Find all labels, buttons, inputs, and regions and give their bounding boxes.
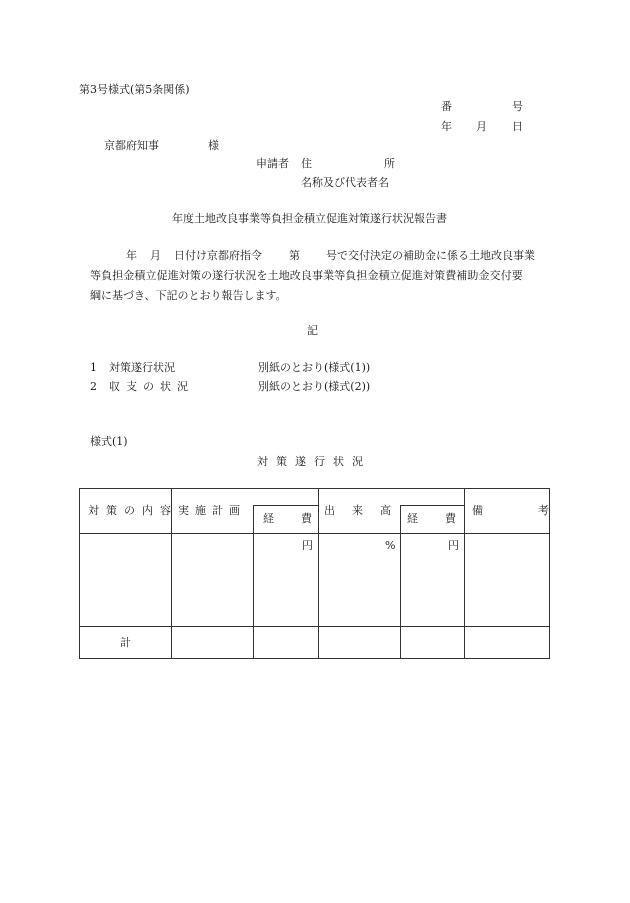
body-line2: 等負担金積立促進対策の遂行状況を土地改良事業等負担金積立促進対策費補助金交付要 <box>90 269 523 282</box>
header-content: 対策の内容 <box>88 504 178 517</box>
applicant-address-label-2: 所 <box>384 157 395 170</box>
report-title: 年度土地改良事業等負担金積立促進対策遂行状況報告書 <box>172 212 447 225</box>
form-number: 第3号様式(第5条関係) <box>79 83 190 96</box>
unit-yen-plan: 円 <box>302 539 313 552</box>
body-part1: 日付け京都府指令 <box>174 249 262 262</box>
header-plan: 実施計画 <box>178 504 246 517</box>
item-2-label: 収支の状況 <box>109 380 194 393</box>
body-month: 月 <box>150 249 161 262</box>
progress-table <box>79 488 604 659</box>
date-month-label: 月 <box>476 120 487 133</box>
body-year: 年 <box>126 249 137 262</box>
applicant-address-label-1: 住 <box>301 157 312 170</box>
item-1-number: 1 <box>90 361 97 374</box>
body-part2: 号で交付決定の補助金に係る土地改良事業 <box>326 249 535 262</box>
total-label: 計 <box>120 636 131 649</box>
item-2-value: 別紙のとおり(様式(2)) <box>258 380 371 393</box>
addressee-name: 京都府知事 <box>104 139 159 152</box>
applicant-name-label: 名称及び代表者名 <box>301 176 389 189</box>
unit-yen-output: 円 <box>448 539 459 552</box>
date-day-label: 日 <box>512 120 523 133</box>
header-plan-cost: 経費 <box>263 512 339 525</box>
header-notes: 備考 <box>472 504 604 517</box>
form1-label: 様式(1) <box>90 435 128 448</box>
unit-percent: % <box>385 539 396 552</box>
form1-title: 対策遂行状況 <box>257 455 371 468</box>
item-1-label: 対策遂行状況 <box>109 361 175 374</box>
applicant-label: 申請者 <box>256 157 289 170</box>
header-output-cost: 経費 <box>407 512 483 525</box>
body-line3: 綱に基づき、下記のとおり報告します。 <box>90 289 287 302</box>
item-1-value: 別紙のとおり(様式(1)) <box>258 361 371 374</box>
number-suffix: 号 <box>512 100 523 113</box>
number-label: 番 <box>441 100 452 113</box>
item-2-number: 2 <box>90 380 97 393</box>
header-output: 出来高 <box>324 504 408 517</box>
date-year-label: 年 <box>441 120 452 133</box>
addressee-honorific: 様 <box>208 139 219 152</box>
body-dai: 第 <box>289 249 300 262</box>
ki-heading: 記 <box>307 324 318 337</box>
